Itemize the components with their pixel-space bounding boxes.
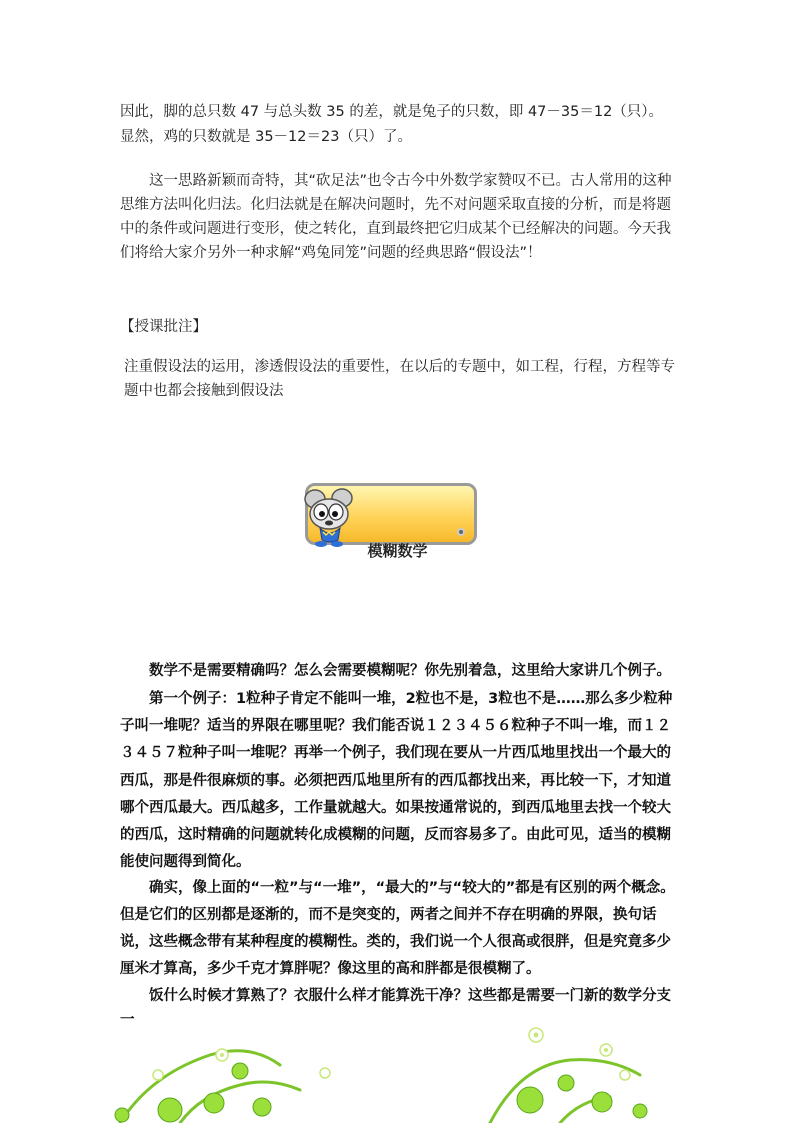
paragraph-concepts: 确实，像上面的“一粒”与“一堆”，“最大的”与“较大的”都是有区别的两个概念。但是它们的区别都是逐渐的，而不是突变的，两者之间并不存在明确的界限，换句话说，这些概念带有某种程度的模糊性。类的，我们说一个人很高或很胖，但是究竟多少厘米才算高，多少千克才算胖呢？像这里的高和胖都是很模糊了。 xyxy=(120,880,675,977)
flower-vine-decoration xyxy=(0,1015,794,1123)
banner-title: 模糊数学 xyxy=(367,542,428,560)
annotation-heading: 【授课批注】 xyxy=(120,319,207,335)
banner-dot xyxy=(457,528,465,536)
annotation-text: 注重假设法的运用，渗透假设法的重要性，在以后的专题中，如工程，行程，方程等专题中也都会接触到假设法 xyxy=(124,359,675,399)
paragraph-example-1: 第一个例子：1粒种子肯定不能叫一堆，2粒也不是，3粒也不是……那么多少粒种子叫一堆呢？适当的界限在哪里呢？我们能否说１２３４５６粒种子不叫一堆，而１２３４５７粒种子叫一堆呢？再举一个例子，我们现在要从一片西瓜地里找出一个最大的西瓜，那是件很麻烦的事。必须把西瓜地里所有的西瓜都找出来，再比较一下，才知道哪个西瓜最大。西瓜越多，工作量就越大。如果按通常说的，到西瓜地里去找一个较大的西瓜，这时精确的问题就转化成模糊的问题，反而容易多了。由此可见，适当的模糊能使问题得到简化。 xyxy=(120,691,673,871)
paragraph-questions: 饭什么时候才算熟了？衣服什么样才能算洗干净？这些都是需要一门新的数学分支一 xyxy=(120,988,671,1028)
text-line-1: 因此，脚的总只数 47 与总头数 35 的差，就是兔子的只数，即 47－35＝12（只）。 xyxy=(120,104,664,120)
paragraph-intro: 数学不是需要精确吗？怎么会需要模糊呢？你先别着急，这里给大家讲几个例子。 xyxy=(149,663,671,679)
cartoon-mouse-icon xyxy=(302,488,362,548)
paragraph-huaguifa: 这一思路新颖而奇特，其“砍足法”也令古今中外数学家赞叹不已。古人常用的这种思维方法叫化归法。化归法就是在解决问题时，先不对问题采取直接的分析，而是将题中的条件或问题进行变形，使之转化，直到最终把它归成某个已经解决的问题。今天我们将给大家介另外一种求解“鸡兔同笼”问题的经典思路“假设法”！ xyxy=(120,173,672,261)
text-line-2: 显然，鸡的只数就是 35－12＝23（只）了。 xyxy=(120,129,412,145)
